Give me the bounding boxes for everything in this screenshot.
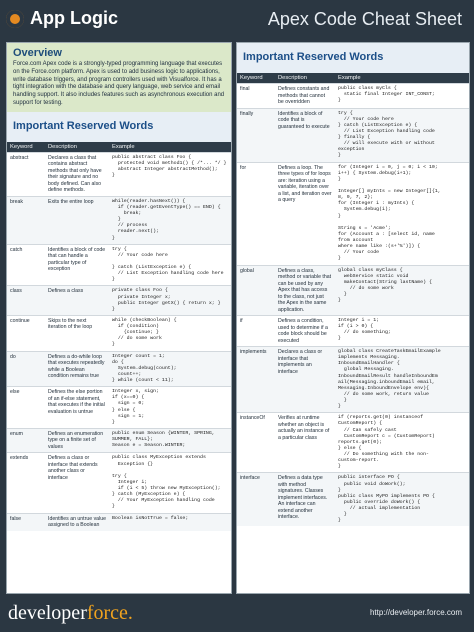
table-row [7,428,231,453]
description-cell: Defines constants and methods that cannot be overridden [275,84,335,109]
right-reserved-words-table [237,73,469,526]
header-keyword: Keyword [237,73,275,84]
description-cell: Declares a class that contains abstract methods that only have their signature and no body defined. Can also define methods. [45,152,109,196]
footer-url[interactable]: http://developer.force.com [369,608,462,617]
table-header-row [7,142,231,153]
right-section-title: Important Reserved Words [237,43,469,73]
table-row [7,315,231,351]
brand-developer: developer [8,602,87,624]
description-cell: Skips to the next iteration of the loop [45,315,109,351]
table-row [237,413,469,473]
table-row [237,347,469,413]
description-cell: Defines a class [45,286,109,316]
description-cell: Defines a class, method or variable that can be used by any Apex that has access to the class, not just the Apex in the same application. [275,265,335,316]
example-cell: while (checkBoolean) { if (condition) {continue; } // do some work } [109,315,231,351]
description-cell: Verifies at runtime whether an object is actually an instance of a particular class [275,413,335,473]
description-cell: Defines an enumeration type on a finite set of values [45,428,109,453]
description-cell: Declares a class or interface that implements an interface [275,347,335,413]
example-cell: try { // Your code here } catch (ListException e) { // List Exception handling code } finally { // will execute with or without exception } [335,108,469,162]
keyword-cell: if [237,316,275,347]
brand-force: force. [86,602,133,624]
table-row [237,316,469,347]
keyword-cell: abstract [7,152,45,196]
keyword-cell: class [7,286,45,316]
example-cell: try { // Your code here } catch (ListException e) { // List Exception handling code here } [109,244,231,286]
app-title: App Logic [30,8,118,28]
table-row [7,387,231,429]
table-row [7,513,231,531]
example-cell: global class CreateTaskEmailExample implements Messaging. InboundEmailHandler { global Messaging. InboundEmailResult handleInboundEm ail(Messaging.inboundEmail email, Messaging.InboundEnvelope env){ // do some work, return value } } [335,347,469,413]
overview-title: Overview [13,47,62,59]
overview-box [7,43,231,112]
example-cell: public abstract class Foo { protected void method1() { /*... */ } abstract Integer abstractMethod(); } [109,152,231,196]
keyword-cell: implements [237,347,275,413]
description-cell: Defines a data type with method signatures. Classes implement interfaces. An interface can extend another interface. [275,473,335,527]
left-section-title: Important Reserved Words [7,112,231,142]
description-cell: Identifies a block of code that is guaranteed to execute [275,108,335,162]
description-cell: Defines a condition, used to determine if a code block should be executed [275,316,335,347]
table-row [237,84,469,109]
keyword-cell: instanceOf [237,413,275,473]
example-cell: Integer count = 1; do { System.debug(count); count++; } while (count < 11); [109,351,231,387]
table-row [7,196,231,244]
table-row [237,473,469,527]
example-cell: public enum Season {WINTER, SPRING, SUMMER, FALL}; Season e = Season.WINTER; [109,428,231,453]
description-cell: Defines a loop. The three types of for loops are: iteration using a variable, iteration over a list, and iteration over a query [275,162,335,265]
example-cell: public class MyException extends Exception {} try { Integer i; if (i < 5) throw new MyException(); } catch (MyException e) { // Your MyException handling code } [109,453,231,513]
example-cell: Boolean isNotTrue = false; [109,513,231,531]
header-description: Description [275,73,335,84]
keyword-cell: global [237,265,275,316]
table-row [7,351,231,387]
header-description: Description [45,142,109,153]
example-cell: public interface PO { public void doWork(); } public class MyPO implements PO { public override doWork() { // actual implementation } } [335,473,469,527]
table-row [7,453,231,513]
example-cell: private class Foo { private Integer x; public Integer getX() { return x; } } [109,286,231,316]
example-cell: Integer i = 1; if (i > 0) { // do something; } [335,316,469,347]
sheet-title: Apex Code Cheat Sheet [267,9,462,29]
table-row [7,152,231,196]
keyword-cell: catch [7,244,45,286]
keyword-cell: enum [7,428,45,453]
header-keyword: Keyword [7,142,45,153]
header-bar [0,0,474,38]
table-row [237,265,469,316]
table-header-row [237,73,469,84]
left-reserved-words-table [7,142,231,531]
header-example: Example [109,142,231,153]
right-column [236,42,470,594]
table-row [7,244,231,286]
description-cell: Identifies a block of code that can handle a particular type of exception [45,244,109,286]
description-cell: Exits the entire loop [45,196,109,244]
description-cell: Defines the else portion of an if-else statement, that executes if the initial evaluation is untrue [45,387,109,429]
keyword-cell: finally [237,108,275,162]
keyword-cell: false [7,513,45,531]
keyword-cell: do [7,351,45,387]
footer-bar [0,596,474,632]
table-row [237,162,469,265]
overview-body: Force.com Apex code is a strongly-typed programming language that executes on the Force.com platform. Apex is used to add business logic to applications, write database triggers, and program controllers used with Visualforce. It has a tight integration with the database and query language, web service and email handling support. It also includes features such as asynchronous execution and support for testing. [13,61,225,106]
example-cell: for (Integer i = 0, j = 0; i < 10; i++) { System.debug(i+1); } Integer[] myInts = new Integer[]{1, 8, 9, 7, 2}; for (Integer i : myInts) { System.debug(i); } String s = 'Acme'; for (Account a : [select id, name from account where name like :(s+'%')]) { // Your code } [335,162,469,265]
table-row [7,286,231,316]
developerforce-logo [8,602,133,625]
keyword-cell: break [7,196,45,244]
description-cell: Defines a class or interface that extends another class or interface [45,453,109,513]
example-cell: public class myCls { static final Integer INT_CONST; } [335,84,469,109]
example-cell: global class myClass { webService static void makeContact(String lastName) { // do some work } } [335,265,469,316]
app-logo [6,8,118,29]
example-cell: Integer x, sign; if (x==0) { sign = 0; } else { sign = 1; } [109,387,231,429]
keyword-cell: for [237,162,275,265]
example-cell: if (reports.get(0) instanceof CustomReport) { // Can safely cast CustomReport c = (CustomReport) reports.get(0); } else { // Do something with the non- custom-report. } [335,413,469,473]
keyword-cell: extends [7,453,45,513]
description-cell: Defines a do-while loop that executes repeatedly while a Boolean condition remains true [45,351,109,387]
keyword-cell: continue [7,315,45,351]
keyword-cell: final [237,84,275,109]
header-example: Example [335,73,469,84]
left-column [6,42,232,594]
description-cell: Identifies an untrue value assigned to a Boolean [45,513,109,531]
keyword-cell: else [7,387,45,429]
table-row [237,108,469,162]
keyword-cell: interface [237,473,275,527]
example-cell: while(reader.hasNext()) { if (reader.getEventType() == END) { break; } // process reader.next(); } [109,196,231,244]
gear-icon [6,10,24,28]
